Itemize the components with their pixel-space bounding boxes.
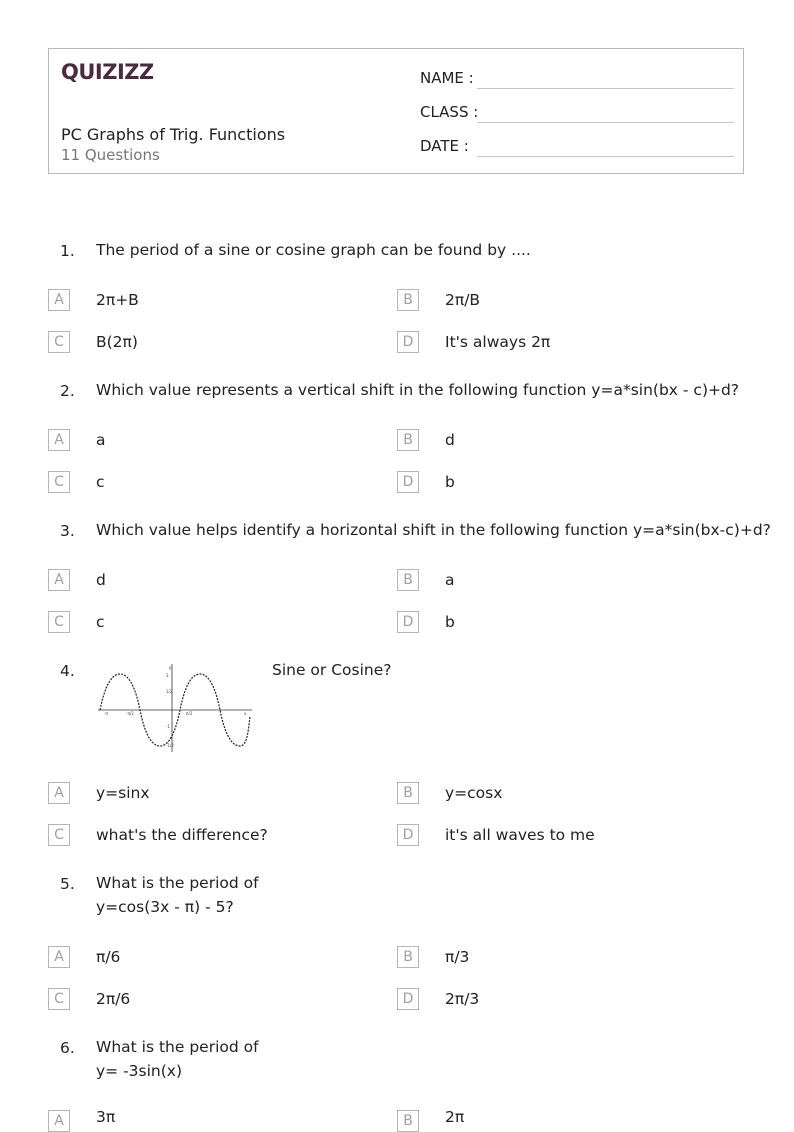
option-text[interactable]: d bbox=[96, 571, 106, 589]
svg-text:QUIZIZZ: QUIZIZZ bbox=[61, 60, 153, 84]
name-line bbox=[477, 88, 734, 89]
option-letter-c[interactable]: C bbox=[48, 611, 70, 633]
option-letter-d[interactable]: D bbox=[397, 471, 419, 493]
option-text[interactable]: y=cosx bbox=[445, 784, 503, 802]
option-letter-d[interactable]: D bbox=[397, 824, 419, 846]
date-field[interactable] bbox=[420, 137, 734, 161]
option-text[interactable]: it's all waves to me bbox=[445, 826, 595, 844]
worksheet-title: PC Graphs of Trig. Functions bbox=[61, 125, 286, 144]
option-letter-a[interactable]: A bbox=[48, 429, 70, 451]
option-letter-a[interactable]: A bbox=[48, 782, 70, 804]
option-letter-d[interactable]: D bbox=[397, 331, 419, 353]
svg-text:y: y bbox=[169, 665, 172, 670]
question-number: 1. bbox=[60, 242, 75, 260]
option-letter-c[interactable]: C bbox=[48, 331, 70, 353]
question-text: Which value represents a vertical shift in the following function y=a*sin(bx - c)+d? bbox=[96, 381, 740, 399]
option-text[interactable]: c bbox=[96, 613, 105, 631]
option-letter-b[interactable]: B bbox=[397, 782, 419, 804]
svg-text:x: x bbox=[244, 711, 247, 716]
worksheet-header bbox=[48, 48, 744, 174]
svg-text:3: 3 bbox=[166, 673, 169, 678]
option-text[interactable]: y=sinx bbox=[96, 784, 150, 802]
option-text[interactable]: c bbox=[96, 473, 105, 491]
svg-text:1/2: 1/2 bbox=[166, 689, 173, 694]
option-letter-c[interactable]: C bbox=[48, 824, 70, 846]
option-text[interactable]: 2π bbox=[445, 1108, 465, 1126]
question-number: 3. bbox=[60, 522, 75, 540]
class-line bbox=[477, 122, 734, 123]
question-number: 2. bbox=[60, 382, 75, 400]
option-letter-b[interactable]: B bbox=[397, 289, 419, 311]
option-text[interactable]: b bbox=[445, 613, 455, 631]
option-text[interactable]: 2π+B bbox=[96, 291, 139, 309]
option-text[interactable]: B(2π) bbox=[96, 333, 138, 351]
option-letter-b[interactable]: B bbox=[397, 429, 419, 451]
question-number: 4. bbox=[60, 662, 75, 680]
class-field[interactable] bbox=[420, 103, 734, 127]
option-letter-c[interactable]: C bbox=[48, 471, 70, 493]
option-text[interactable]: It's always 2π bbox=[445, 333, 551, 351]
option-letter-a[interactable]: A bbox=[48, 289, 70, 311]
question-text: Which value helps identify a horizontal shift in the following function y=a*sin(bx-c)+d? bbox=[96, 521, 771, 539]
option-text[interactable]: d bbox=[445, 431, 455, 449]
option-text[interactable]: b bbox=[445, 473, 455, 491]
svg-text:-π/2: -π/2 bbox=[126, 711, 134, 716]
trig-wave-graph bbox=[96, 660, 256, 759]
option-text[interactable]: a bbox=[445, 571, 455, 589]
name-field[interactable] bbox=[420, 69, 734, 93]
option-text[interactable]: 2π/B bbox=[445, 291, 481, 309]
question-text: The period of a sine or cosine graph can be found by .... bbox=[96, 241, 531, 259]
option-text[interactable]: 2π/3 bbox=[445, 990, 480, 1008]
option-text[interactable]: what's the difference? bbox=[96, 826, 268, 844]
quizizz-logo bbox=[61, 59, 153, 89]
question-text-line-2: y=cos(3x - π) - 5? bbox=[96, 898, 234, 916]
option-letter-a[interactable]: A bbox=[48, 946, 70, 968]
option-letter-a[interactable]: A bbox=[48, 569, 70, 591]
option-letter-b[interactable]: B bbox=[397, 1110, 419, 1132]
name-label: NAME : bbox=[420, 69, 474, 87]
question-text: Sine or Cosine? bbox=[272, 661, 392, 679]
option-text[interactable]: π/3 bbox=[445, 948, 470, 966]
date-line bbox=[477, 156, 734, 157]
option-letter-c[interactable]: C bbox=[48, 988, 70, 1010]
option-letter-a[interactable]: A bbox=[48, 1110, 70, 1132]
question-text-line-1: What is the period of bbox=[96, 1038, 259, 1056]
question-number: 6. bbox=[60, 1039, 75, 1057]
question-number: 5. bbox=[60, 875, 75, 893]
svg-text:-π: -π bbox=[104, 711, 108, 716]
date-label: DATE : bbox=[420, 137, 469, 155]
question-text-line-2: y= -3sin(x) bbox=[96, 1062, 183, 1080]
question-count: 11 Questions bbox=[61, 146, 160, 164]
option-letter-d[interactable]: D bbox=[397, 611, 419, 633]
svg-text:-1: -1 bbox=[166, 724, 170, 729]
option-text[interactable]: 3π bbox=[96, 1108, 116, 1126]
option-text[interactable]: a bbox=[96, 431, 106, 449]
svg-text:-1/2: -1/2 bbox=[166, 743, 174, 748]
class-label: CLASS : bbox=[420, 103, 479, 121]
question-text-line-1: What is the period of bbox=[96, 874, 259, 892]
option-letter-d[interactable]: D bbox=[397, 988, 419, 1010]
option-letter-b[interactable]: B bbox=[397, 569, 419, 591]
svg-text:π/2: π/2 bbox=[186, 711, 193, 716]
option-letter-b[interactable]: B bbox=[397, 946, 419, 968]
option-text[interactable]: π/6 bbox=[96, 948, 121, 966]
option-text[interactable]: 2π/6 bbox=[96, 990, 131, 1008]
